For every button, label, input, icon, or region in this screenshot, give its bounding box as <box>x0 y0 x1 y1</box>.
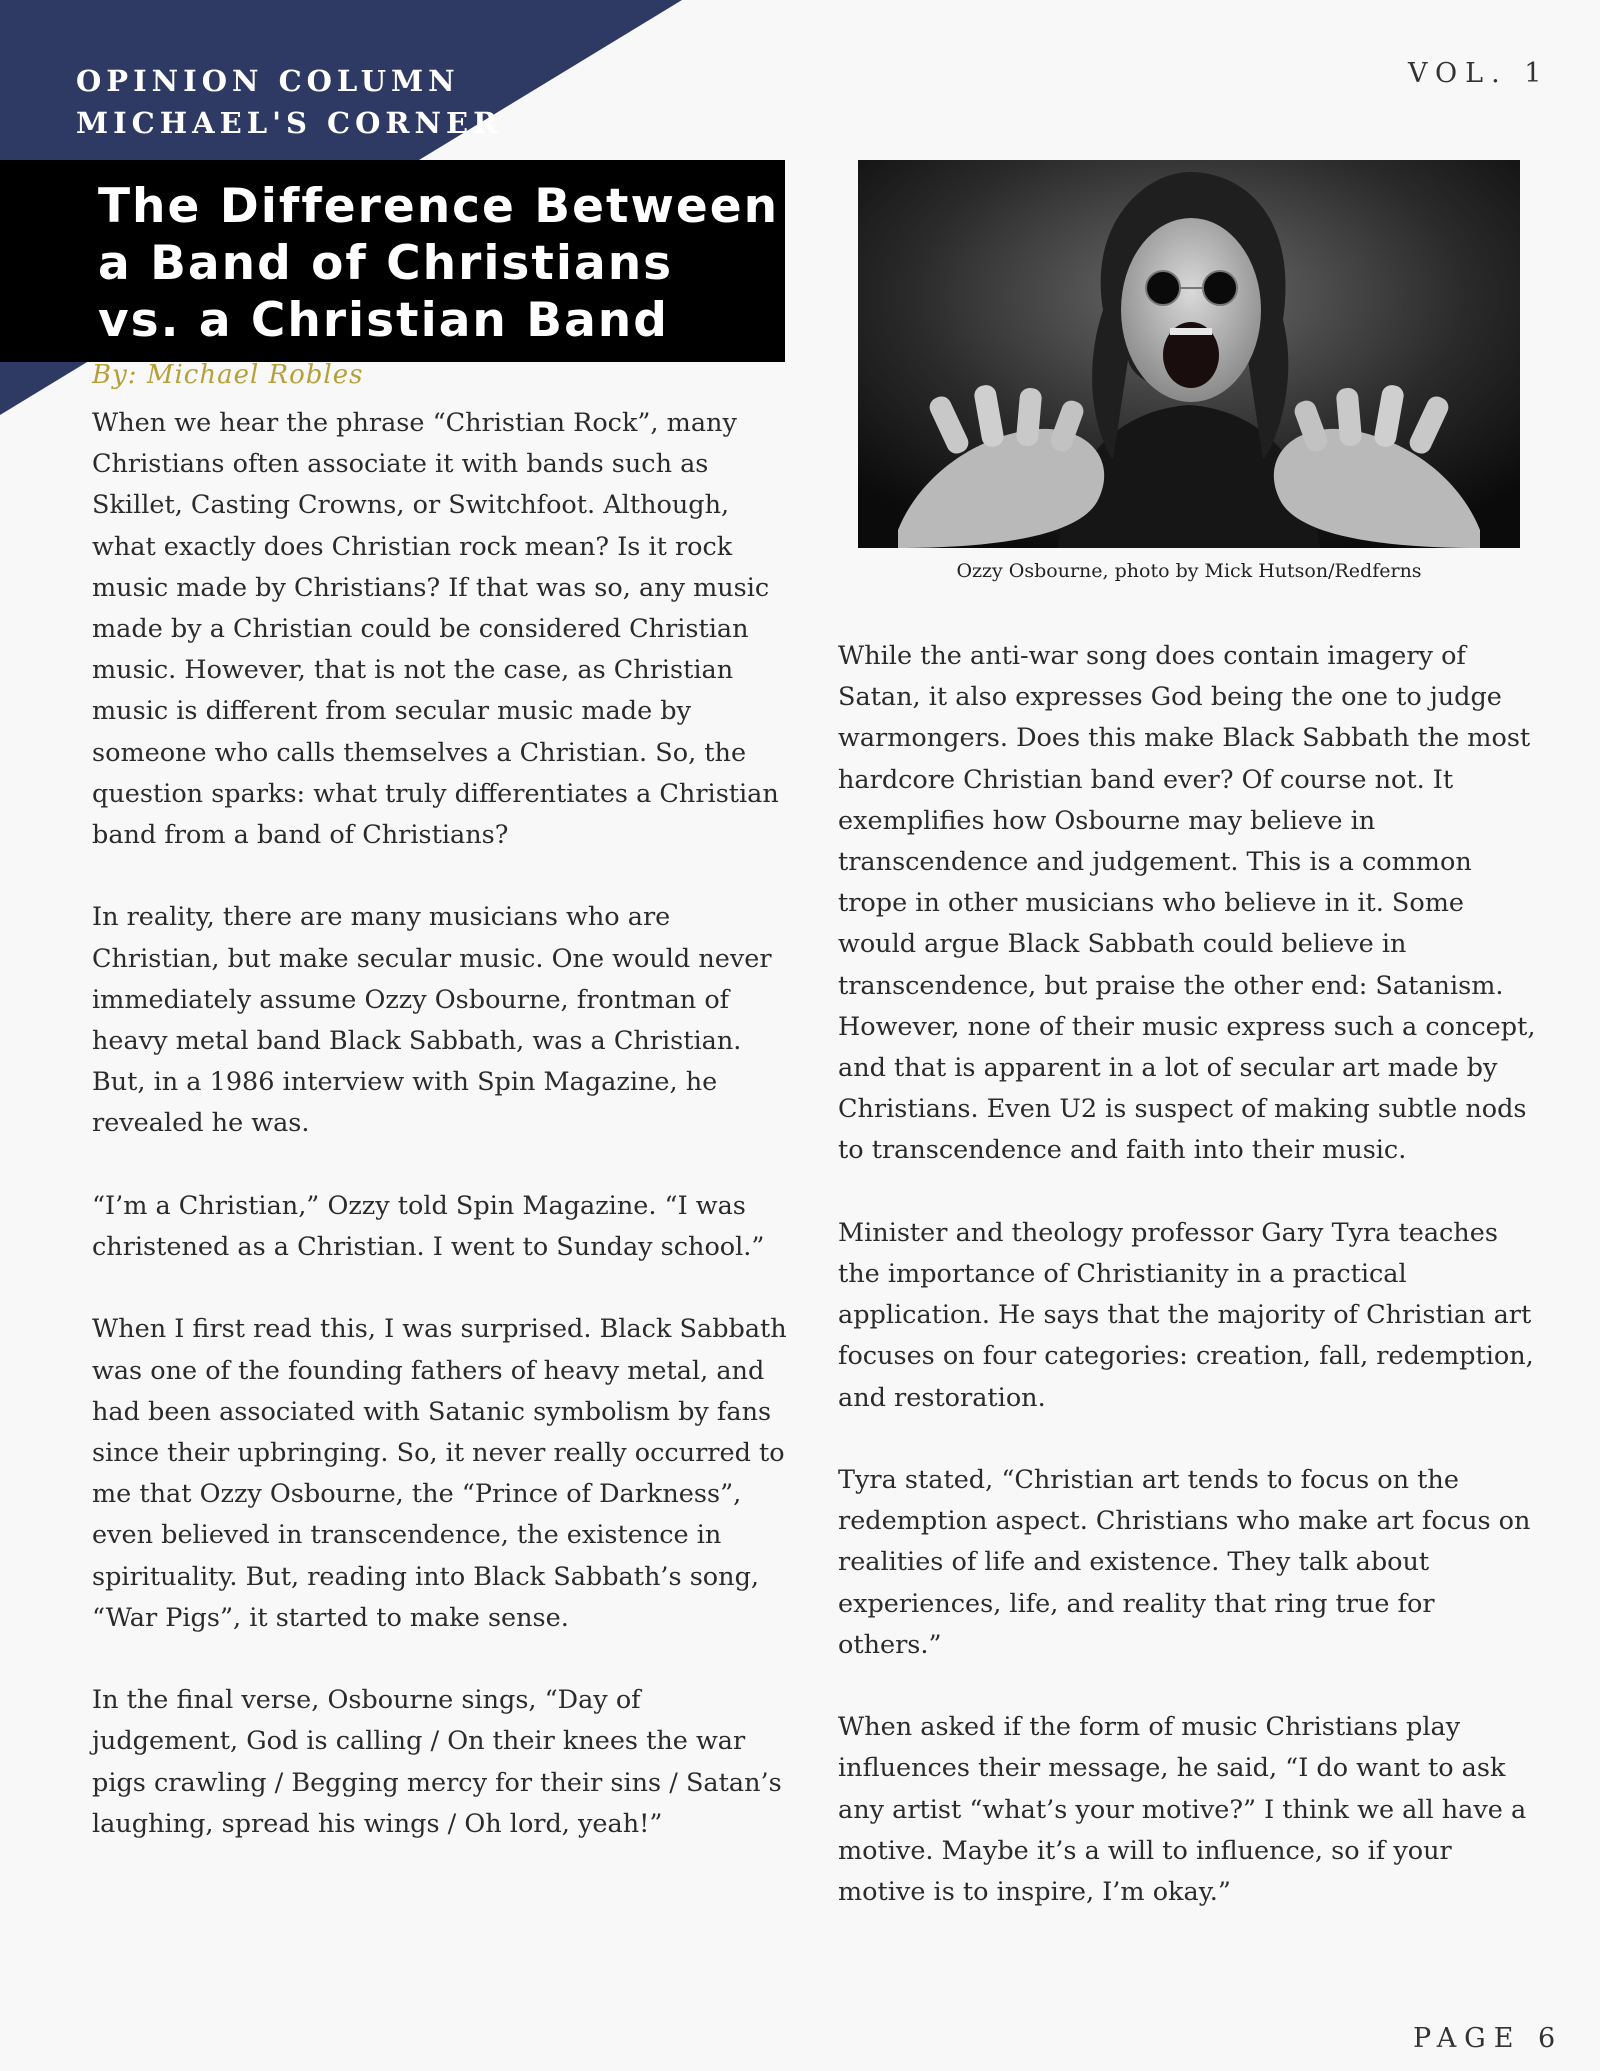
paragraph: While the anti-war song does contain imagery of Satan, it also expresses God being the one to judge warmongers. Does this make Black Sabbath the most hardcore Christian band ever? Of course not. It exemplifies how Osbourne may believe in transcendence and judgement. This is a common trope in other musicians who believe in it. Some would argue Black Sabbath could believe in transcendence, but praise the other end: Satanism. However, none of their music express such a concept, and that is apparent in a lot of secular art made by Christians. Even U2 is suspect of making subtle nods to transcendence and faith into their music. <box>838 641 1536 1166</box>
photo-illustration <box>858 160 1520 548</box>
paragraph: Tyra stated, “Christian art tends to focus on the redemption aspect. Christians who make art focus on realities of life and existence. They talk about experiences, life, and reality that ring true for others.” <box>838 1465 1531 1660</box>
ozzy-photo <box>858 160 1520 548</box>
column-kicker <box>76 60 502 144</box>
paragraph: Minister and theology professor Gary Tyra teaches the importance of Christianity in a practical application. He says that the majority of Christian art focuses on four categories: creation, fall, redemption, and restoration. <box>838 1217 1534 1413</box>
paragraph: When I first read this, I was surprised. Black Sabbath was one of the founding fathers of heavy metal, and had been associated with Satanic symbolism by fans since their upbringing. So, it never really occurred to me that Ozzy Osbourne, the “Prince of Darkness”, even believed in transcendence, the existence in spirituality. But, reading into Black Sabbath’s song, “War Pigs”, it started to make sense. <box>92 1314 787 1633</box>
headline-line-3: vs. a Christian Band <box>98 293 669 348</box>
right-column <box>838 636 1538 1954</box>
article-headline <box>98 178 779 349</box>
paragraph: “I’m a Christian,” Ozzy told Spin Magazine. “I was christened as a Christian. I went to Sunday school.” <box>92 1190 765 1263</box>
kicker-line-opinion: OPINION COLUMN <box>76 64 460 98</box>
paragraph: In reality, there are many musicians who are Christian, but make secular music. One would never immediately assume Ozzy Osbourne, frontman of heavy metal band Black Sabbath, was a Christian. But, in a 1986 interview with Spin Magazine, he revealed he was. <box>92 902 772 1139</box>
headline-line-1: The Difference Between <box>98 179 780 234</box>
byline: By: Michael Robles <box>92 360 364 390</box>
left-column <box>92 403 792 1886</box>
photo-caption: Ozzy Osbourne, photo by Mick Hutson/Redferns <box>956 560 1422 582</box>
headline-line-2: a Band of Christians <box>98 236 674 291</box>
page-number: PAGE 6 <box>1413 2023 1564 2054</box>
paragraph: When asked if the form of music Christians play influences their message, he said, “I do want to ask any artist “what’s your motive?” I think we all have a motive. Maybe it’s a will to influence, so if your motive is to inspire, I’m okay.” <box>838 1712 1527 1908</box>
kicker-line-corner: MICHAEL'S CORNER <box>76 106 503 140</box>
volume-label: VOL. 1 <box>1408 58 1550 89</box>
paragraph: In the final verse, Osbourne sings, “Day of judgement, God is calling / On their knees the war pigs crawling / Begging mercy for their sins / Satan’s laughing, spread his wings / Oh lord, yeah!” <box>92 1685 782 1839</box>
paragraph: When we hear the phrase “Christian Rock”, many Christians often associate it with bands such as Skillet, Casting Crowns, or Switchfoot. Although, what exactly does Christian rock mean? Is it rock music made by Christians? If that was so, any music made by a Christian could be considered Christian music. However, that is not the case, as Christian music is different from secular music made by someone who calls themselves a Christian. So, the question sparks: what truly differentiates a Christian band from a band of Christians? <box>92 408 779 851</box>
